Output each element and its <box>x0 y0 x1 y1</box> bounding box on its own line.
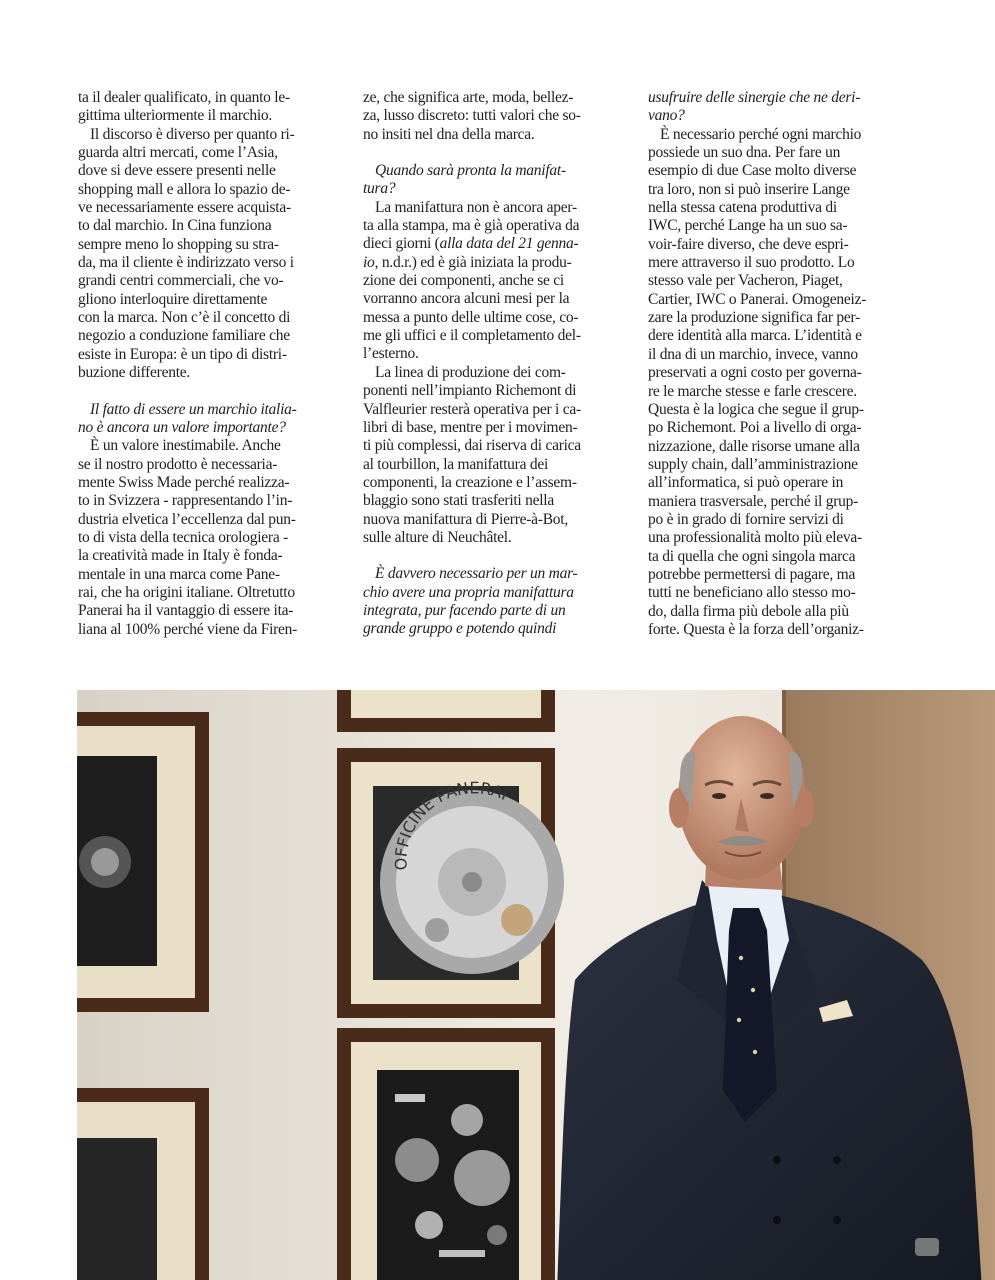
paragraph <box>363 364 615 547</box>
editor-note-date: io <box>363 253 375 271</box>
text-line: chio avere una propria manifattura <box>363 583 574 601</box>
text-line: no insiti nel dna della marca. <box>363 125 535 143</box>
text-line: supply chain, dall’amministrazione <box>648 455 858 473</box>
text-line: l’esterno. <box>363 345 419 363</box>
text-line: ve necessariamente essere acquista- <box>78 199 291 217</box>
text-line: buzione differente. <box>78 364 191 382</box>
portrait-photo <box>77 690 995 1280</box>
text-line <box>363 254 615 272</box>
text-line: integrata, pur facendo parte di un <box>363 601 566 619</box>
interview-question <box>78 401 330 438</box>
paragraph <box>363 89 615 144</box>
text-line: tura? <box>363 180 396 198</box>
frame-left-bottom <box>77 1088 209 1280</box>
text-line: vorranno ancora alcuni mesi per la <box>363 290 570 308</box>
text-line: ti più complessi, dai riserva di carica <box>363 437 581 455</box>
text-line: dustria elvetica l’eccellenza dal pun- <box>78 510 296 528</box>
text-line: Il fatto di essere un marchio italia- <box>90 400 297 418</box>
text-line: da, ma il cliente è indirizzato verso i <box>78 254 294 272</box>
text-line: Quando sarà pronta la manifat- <box>375 162 566 180</box>
text-line: IWC, perché Lange ha un suo sa- <box>648 217 848 235</box>
text-line: esiste in Europa: è un tipo di distri- <box>78 345 287 363</box>
text-line: po è in grado di fornire servizi di <box>648 510 844 528</box>
text-line: liana al 100% perché viene da Firen- <box>78 620 298 638</box>
text-line: gittima ulteriormente il marchio. <box>78 107 273 125</box>
text-line: la creatività made in Italy è fonda- <box>78 547 283 565</box>
text-line: con la marca. Non c’è il concetto di <box>78 309 291 327</box>
dial-text: OFFICINE PANERAI <box>391 778 511 871</box>
text-line: Cartier, IWC o Panerai. Omogeneiz- <box>648 290 867 308</box>
text-line: messa a punto delle ultime cose, co- <box>363 308 579 326</box>
interview-question <box>363 565 615 638</box>
article-column-2 <box>363 89 615 639</box>
text-line: voir-faire diverso, che deve espri- <box>648 235 849 253</box>
article-column-1 <box>78 89 330 639</box>
text-run: dieci giorni ( <box>363 235 440 253</box>
frame-center-top <box>337 690 555 732</box>
text-line: sulle alture di Neuchâtel. <box>363 528 512 546</box>
text-line: grande gruppo e potendo quindi <box>363 620 557 638</box>
text-line: ta il dealer qualificato, in quanto le- <box>78 89 290 106</box>
text-line: za, lusso discreto: tutti valori che so- <box>363 107 581 125</box>
text-line: possiede un suo dna. Per fare un <box>648 144 841 162</box>
paragraph <box>78 437 330 639</box>
text-line: blaggio sono stati trasferiti nella <box>363 492 554 510</box>
text-line: È davvero necessario per un mar- <box>375 565 578 583</box>
editor-note-date: alla data del 21 genna- <box>439 235 579 253</box>
interview-question <box>363 162 615 199</box>
text-line: Il discorso è diverso per quanto ri- <box>90 125 295 143</box>
text-line: Valfleurier resterà operativa per i ca- <box>363 400 581 418</box>
text-line: La linea di produzione dei com- <box>375 363 566 381</box>
text-line: al tourbillon, la manifattura dei <box>363 455 549 473</box>
text-line: po Richemont. Poi a livello di orga- <box>648 419 862 437</box>
text-line: gliono interloquire direttamente <box>78 290 268 308</box>
text-line: no è ancora un valore importante? <box>78 418 286 436</box>
text-line: componenti, la creazione e l’assem- <box>363 473 577 491</box>
text-line: dove si deve essere presenti nelle <box>78 162 276 180</box>
text-line: nizzazione, dalle risorse umane alla <box>648 437 860 455</box>
text-line: nella stessa catena produttiva di <box>648 199 837 217</box>
text-line: preservati a ogni costo per governa- <box>648 364 862 382</box>
text-line: zione dei componenti, anche se ci <box>363 272 564 290</box>
text-line: negozio a conduzione familiare che <box>78 327 290 345</box>
text-line: guarda altri mercati, come l’Asia, <box>78 144 278 162</box>
text-line: to in Svizzera - rappresentando l’in- <box>78 492 293 510</box>
text-line: esempio di due Case molto diverse <box>648 162 857 180</box>
text-line: ta alla stampa, ma è già operativa da <box>363 217 580 235</box>
text-line <box>363 235 615 253</box>
text-line: mente Swiss Made perché realizza- <box>78 473 290 491</box>
text-line: all’informatica, si può operare in <box>648 474 844 492</box>
text-line: ta di quella che ogni singola marca <box>648 547 856 565</box>
text-line: rai, che ha origini italiane. Oltretutto <box>78 583 295 601</box>
text-line: me gli uffici e il completamento del- <box>363 327 581 345</box>
text-line: se il nostro prodotto è necessaria- <box>78 455 278 473</box>
text-line: La manifattura non è ancora aper- <box>375 198 577 216</box>
interview-question <box>648 89 900 126</box>
text-line: ze, che significa arte, moda, bellez- <box>363 89 574 106</box>
text-line: grandi centri commerciali, che vo- <box>78 272 284 290</box>
text-line: una professionalità molto più eleva- <box>648 529 862 547</box>
text-line: ponenti nell’impianto Richemont di <box>363 382 577 400</box>
text-line: È necessario perché ogni marchio <box>660 125 862 143</box>
text-line: È un valore inestimabile. Anche <box>90 437 281 455</box>
text-line: nuova manifattura di Pierre-à-Bot, <box>363 510 568 528</box>
text-line: libri di base, mentre per i movimen- <box>363 418 578 436</box>
text-line: vano? <box>648 107 685 125</box>
paragraph <box>648 126 900 640</box>
text-line: re le marche stesse e farle crescere. <box>648 382 857 400</box>
text-line: to dal marchio. In Cina funziona <box>78 217 272 235</box>
frame-left-top <box>77 712 209 1012</box>
frame-watch-dial <box>337 748 564 1018</box>
text-line: usufruire delle sinergie che ne deri- <box>648 89 861 106</box>
text-line: maniera trasversale, perché il grup- <box>648 492 859 510</box>
text-line: mentale in una marca come Pane- <box>78 565 280 583</box>
text-line: tra loro, non si può inserire Lange <box>648 180 850 198</box>
text-line: mere attraverso il suo prodotto. Lo <box>648 254 855 272</box>
text-line: shopping mall e allora lo spazio de- <box>78 180 291 198</box>
paragraph <box>78 89 330 126</box>
article-column-3 <box>648 89 900 639</box>
text-line: Panerai ha il vantaggio di essere ita- <box>78 602 294 620</box>
text-line: zare la produzione significa far per- <box>648 309 861 327</box>
wristwatch <box>915 1238 939 1256</box>
text-line: potrebbe permettersi di pagare, ma <box>648 565 856 583</box>
paragraph <box>363 199 615 364</box>
text-line: to di vista della tecnica orologiera - <box>78 528 288 546</box>
paragraph <box>78 126 330 383</box>
text-line: sempre meno lo shopping su stra- <box>78 235 279 253</box>
text-line: dere identità alla marca. L’identità e <box>648 327 862 345</box>
text-run: , n.d.r.) ed è già iniziata la produ- <box>374 253 572 271</box>
text-line: forte. Questa è la forza dell’organiz- <box>648 620 864 638</box>
text-line: tutti ne beneficiano allo stesso mo- <box>648 584 856 602</box>
frame-movement-parts <box>337 1028 555 1280</box>
text-line: stesso vale per Vacheron, Piaget, <box>648 272 843 290</box>
text-line: il dna di un marchio, invece, vanno <box>648 345 858 363</box>
text-line: Questa è la logica che segue il grup- <box>648 400 864 418</box>
text-line: do, dalla firma più debole alla più <box>648 602 849 620</box>
